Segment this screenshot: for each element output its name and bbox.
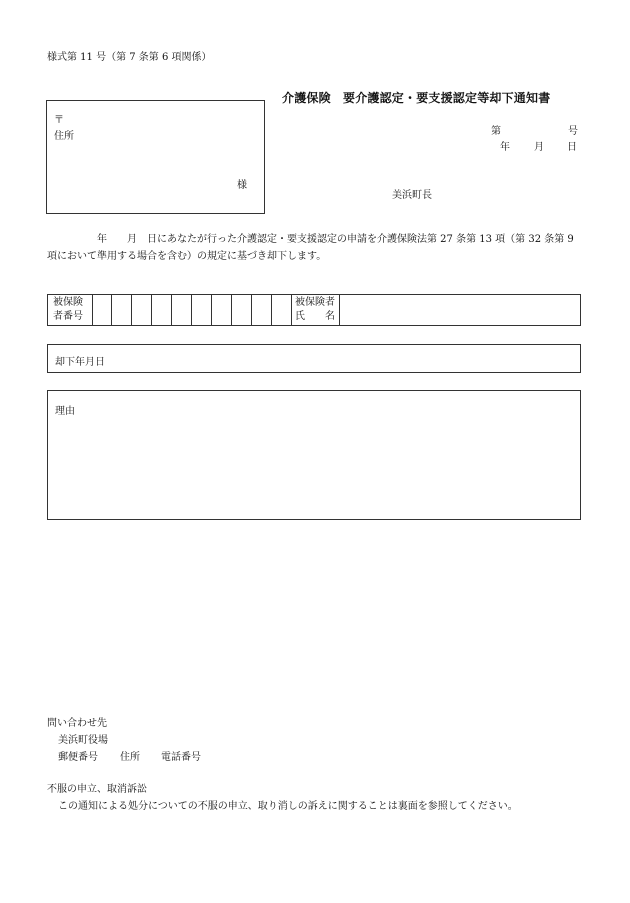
insured-number-digit-cell[interactable] — [132, 295, 152, 325]
appeal-text: この通知による処分についての不服の申立、取り消しの訴えに関することは裏面を参照してください。 — [58, 801, 518, 812]
document-title: 介護保険 要介護認定・要支援認定等却下通知書 — [282, 91, 551, 105]
notice-body — [47, 231, 587, 265]
contact-postal-code-label: 郵便番号 — [58, 752, 98, 763]
address-label: 住所 — [54, 131, 74, 142]
contact-heading: 問い合わせ先 — [47, 718, 107, 729]
form-number: 様式第 11 号（第 7 条第 6 項関係） — [47, 52, 212, 63]
insured-number-label-cell — [48, 295, 93, 325]
insured-number-digit-cell[interactable] — [112, 295, 132, 325]
insured-number-digit-cell[interactable] — [272, 295, 292, 325]
insured-number-digit-cell[interactable] — [172, 295, 192, 325]
issuer-name: 美浜町長 — [392, 190, 432, 201]
insured-number-label-line-2: 者番号 — [53, 311, 83, 322]
notice-body-line-1: 年 月 日にあなたが行った介護認定・要支援認定の申請を介護保険法第 27 条第 13 項（第 32 条第 9 — [47, 234, 574, 245]
appeal-heading: 不服の申立、取消訴訟 — [47, 784, 147, 795]
postal-mark: 〒 — [54, 115, 64, 126]
notice-body-line-2: 項において準用する場合を含む）の規定に基づき却下します。 — [47, 251, 327, 262]
insured-number-digit-cell[interactable] — [212, 295, 232, 325]
insured-number-digit-cell[interactable] — [252, 295, 272, 325]
document-number-suffix: 号 — [568, 126, 578, 137]
insured-name-label-line-2: 氏 名 — [295, 311, 335, 322]
insured-number-label-line-1: 被保険 — [53, 297, 83, 308]
reason-label: 理由 — [55, 406, 75, 417]
recipient-address-box — [46, 100, 265, 214]
contact-phone-label: 電話番号 — [161, 752, 201, 763]
document-number-prefix: 第 — [491, 126, 501, 137]
honorific-sama: 様 — [237, 180, 247, 191]
date-month-label: 月 — [534, 142, 544, 153]
date-day-label: 日 — [567, 142, 577, 153]
insured-number-digit-cell[interactable] — [93, 295, 112, 325]
insured-name-label-line-1: 被保険者 — [295, 297, 335, 308]
reason-field[interactable] — [47, 390, 581, 520]
insured-number-digit-cell[interactable] — [152, 295, 172, 325]
rejection-date-label: 却下年月日 — [55, 357, 105, 368]
insured-name-label-cell — [292, 295, 340, 325]
insured-person-table — [47, 294, 581, 326]
date-year-label: 年 — [500, 142, 510, 153]
insured-number-digit-cell[interactable] — [192, 295, 212, 325]
contact-address-label: 住所 — [120, 752, 140, 763]
insured-number-digit-cell[interactable] — [232, 295, 252, 325]
rejection-date-field[interactable] — [47, 344, 581, 373]
insured-name-field[interactable] — [340, 295, 580, 325]
contact-office: 美浜町役場 — [58, 735, 108, 746]
